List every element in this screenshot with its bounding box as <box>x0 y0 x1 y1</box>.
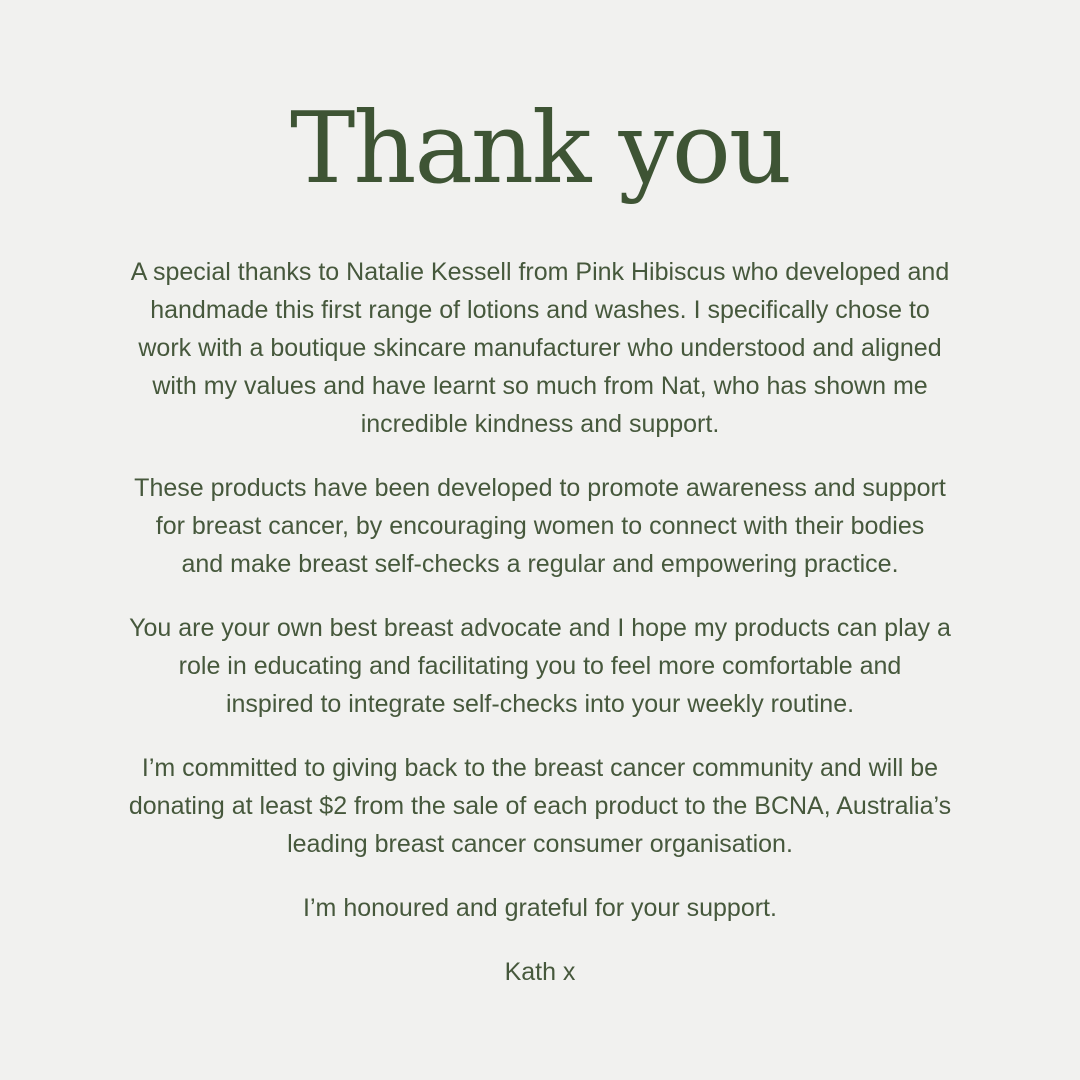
text-line: You are your own best breast advocate and I hope my products can play a <box>129 614 951 642</box>
text-line: donating at least $2 from the sale of each product to the BCNA, Australia’s <box>128 792 952 820</box>
text-line: and make breast self-checks a regular and empowering practice. <box>181 550 899 578</box>
paragraph-gratitude <box>50 889 1030 927</box>
message-body <box>50 253 1030 991</box>
signature <box>50 953 1030 991</box>
signature-text: Kath x <box>504 958 576 986</box>
text-line: I’m honoured and grateful for your support. <box>303 894 777 922</box>
text-line: handmade this first range of lotions and washes. I specifically chose to <box>150 296 930 324</box>
text-line: A special thanks to Natalie Kessell from Pink Hibiscus who developed and <box>130 258 950 286</box>
text-line: These products have been developed to promote awareness and support <box>134 474 946 502</box>
text-line: work with a boutique skincare manufacturer who understood and aligned <box>138 334 942 362</box>
text-line: role in educating and facilitating you to feel more comfortable and <box>178 652 902 680</box>
text-line: leading breast cancer consumer organisation. <box>287 830 793 858</box>
paragraph-advocacy <box>50 609 1030 723</box>
paragraph-acknowledgement <box>50 253 1030 443</box>
text-line: with my values and have learnt so much from Nat, who has shown me <box>152 372 928 400</box>
text-line: I’m committed to giving back to the breast cancer community and will be <box>141 754 939 782</box>
page-title: Thank you <box>289 92 791 206</box>
text-line: incredible kindness and support. <box>360 410 720 438</box>
paragraph-donation <box>50 749 1030 863</box>
text-line: inspired to integrate self-checks into your weekly routine. <box>225 690 855 718</box>
paragraph-purpose <box>50 469 1030 583</box>
text-line: for breast cancer, by encouraging women to connect with their bodies <box>155 512 925 540</box>
